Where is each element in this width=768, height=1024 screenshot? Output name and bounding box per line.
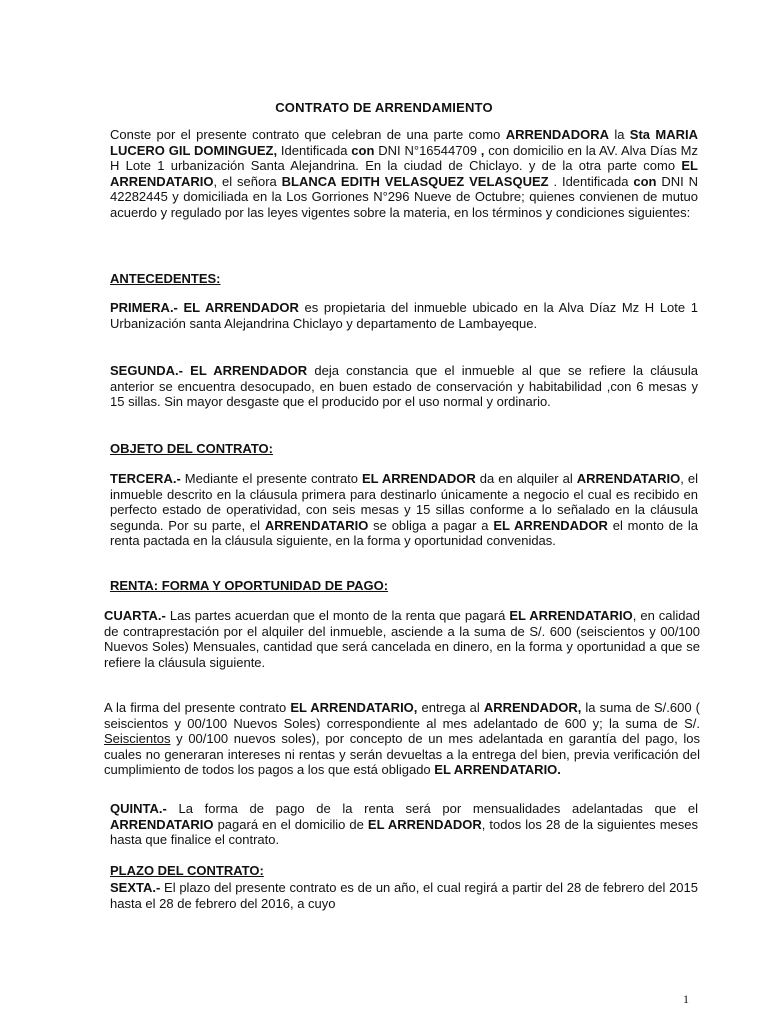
intro-arrendadora: ARRENDADORA	[505, 127, 609, 142]
clause-cuarta	[104, 608, 700, 670]
payment-amount-words: Seiscientos	[104, 731, 171, 747]
intro-arrendatario: EL ARRENDATARIO	[110, 158, 698, 189]
quinta-text-2: pagará en el domicilio de	[213, 816, 368, 832]
quinta-text-3: , todos los 28 de la siguientes meses hasta que finalice el contrato.	[110, 816, 698, 848]
intro-text-6: , el señora	[213, 173, 282, 189]
intro-text-7: . Identificada	[548, 173, 634, 189]
clause-primera	[110, 300, 698, 331]
intro-text-3: Identificada	[277, 142, 352, 158]
clause-cuarta-payment	[104, 700, 700, 778]
tercera-text-5: el monto de la renta pactada en la cláusula siguiente, en la forma y oportunidad convenidas.	[110, 517, 698, 549]
tercera-text-4: se obliga a pagar a	[368, 517, 494, 533]
tercera-label: TERCERA.-	[110, 471, 181, 486]
intro-arrendatario-name: BLANCA EDITH VELASQUEZ VELASQUEZ	[281, 173, 549, 189]
tercera-arrendatario-2: ARRENDATARIO	[264, 517, 369, 533]
intro-dni-1: DNI N°16544709	[374, 142, 481, 158]
tercera-arrendador-2: EL ARRENDADOR	[493, 517, 608, 533]
payment-text-1: A la firma del presente contrato	[104, 700, 291, 715]
payment-arrendatario-end: EL ARRENDATARIO.	[434, 762, 561, 778]
intro-comma: ,	[480, 142, 485, 158]
cuarta-label: CUARTA.-	[104, 608, 166, 623]
intro-text-8: DNI N 42282445 y domiciliada en la Los Gorriones N°296 Nueve de Octubre; quienes convienen de mutuo acuerdo y regulado por las leyes vigentes sobre la materia, en los términos y condiciones siguientes:	[110, 173, 698, 220]
payment-arrendador: ARRENDADOR,	[483, 700, 582, 715]
payment-arrendatario: EL ARRENDATARIO,	[290, 700, 418, 715]
tercera-text-3: , el inmueble descrito en la cláusula primera para destinarlo únicamente a negocio el cual es recibido en perfecto estado de operatividad, con seis mesas y 15 sillas conforme a lo señalado en la cláusula segunda. Por su parte, el	[110, 471, 698, 533]
sexta-label: SEXTA.-	[110, 880, 161, 895]
heading-plazo: PLAZO DEL CONTRATO:	[110, 863, 264, 878]
intro-text-2: la	[608, 127, 630, 142]
quinta-label: QUINTA.-	[110, 801, 167, 816]
heading-renta: RENTA: FORMA Y OPORTUNIDAD DE PAGO:	[110, 578, 389, 593]
quinta-arrendador: EL ARRENDADOR	[367, 816, 482, 832]
cuarta-text-1: Las partes acuerdan que el monto de la renta que pagará	[165, 608, 510, 623]
primera-text: es propietaria del inmueble ubicado en la Alva Díaz Mz H Lote 1 Urbanización santa Alejandrina Chiclayo y departamento de Lambayeque.	[110, 300, 698, 331]
clause-tercera	[110, 471, 698, 549]
cuarta-text-2: , en calidad de contraprestación por el alquiler del inmueble, asciende a la suma de S/. 600 (seiscientos y 00/100 Nuevos Soles) Mensuales, cantidad que será cancelada en dinero, en la forma y oportunidad a que se refiere la cláusula siguiente.	[104, 608, 700, 670]
cuarta-arrendatario: EL ARRENDATARIO	[509, 608, 633, 623]
quinta-arrendatario: ARRENDATARIO	[110, 816, 214, 832]
sexta-text: El plazo del presente contrato es de un año, el cual regirá a partir del 28 de febrero del 2015 hasta el 28 de febrero del 2016, a cuyo	[110, 880, 698, 911]
segunda-text: deja constancia que el inmueble al que se refiere la cláusula anterior se encuentra desocupado, en buen estado de conservación y habitabilidad ,con 6 mesas y 15 sillas. Sin mayor desgaste que el producido por el uso normal y ordinario.	[110, 363, 698, 410]
tercera-arrendador-1: EL ARRENDADOR	[361, 471, 476, 486]
primera-label: PRIMERA.-	[110, 300, 178, 315]
clause-quinta	[110, 801, 698, 848]
document-title: CONTRATO DE ARRENDAMIENTO	[275, 100, 493, 115]
clause-segunda	[110, 363, 698, 410]
page-number: 1	[683, 992, 689, 1006]
clause-sexta	[110, 880, 698, 911]
payment-text-2: entrega al	[417, 700, 484, 715]
intro-con-1: con	[351, 142, 375, 158]
quinta-text-1: La forma de pago de la renta será por mensualidades adelantadas que el	[166, 801, 698, 816]
intro-arrendadora-name: Sta MARIA LUCERO GIL DOMINGUEZ,	[110, 127, 698, 158]
segunda-label: SEGUNDA.-	[110, 363, 183, 378]
segunda-arrendador: EL ARRENDADOR	[190, 363, 308, 378]
heading-antecedentes: ANTECEDENTES:	[110, 271, 221, 286]
payment-text-4: y 00/100 nuevos soles), por concepto de un mes adelantada en garantía del pago, los cuales no generaran intereses ni rentas y serán devueltas a la entrega del bien, previa verificación del cumplimiento de todos los pagos a los que está obligado	[104, 731, 700, 778]
tercera-text-2: da en alquiler al	[475, 471, 577, 486]
primera-arrendador: EL ARRENDADOR	[183, 300, 299, 315]
payment-text-3: la suma de S/.600 ( seiscientos y 00/100 Nuevos Soles) correspondiente al mes adelantado de 600 y; la suma de S/.	[104, 700, 700, 731]
intro-paragraph	[110, 127, 698, 221]
intro-text-5: con domicilio en la AV. Alva Días Mz H Lote 1 urbanización Santa Alejandrina. En la ciudad de Chiclayo. y de la otra parte como	[110, 142, 699, 174]
heading-objeto: OBJETO DEL CONTRATO:	[110, 441, 273, 456]
intro-con-2: con	[633, 173, 657, 189]
intro-text-1: Conste por el presente contrato que celebran de una parte como	[110, 127, 506, 142]
tercera-text-1: Mediante el presente contrato	[180, 471, 362, 486]
tercera-arrendatario-1: ARRENDATARIO	[576, 471, 681, 486]
